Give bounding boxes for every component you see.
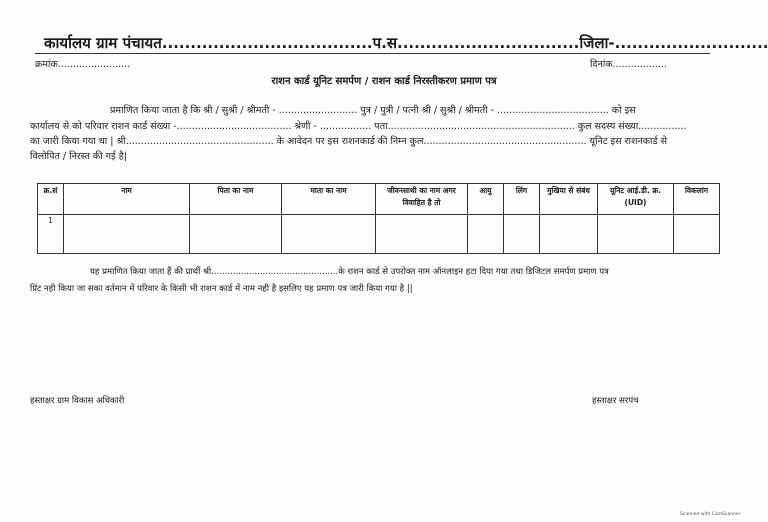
declaration-line-1: यह प्रमाणित किया जाता हैं की प्रार्थी श्री...............................................के राशन कार्ड से उपरोक्त नाम ऑनलाइन हटा दिया गया तथा डिजिटल समर्पण प्रमाण पत्र <box>90 267 609 277</box>
table-cell <box>468 215 504 254</box>
table-cell-serial: 1 <box>38 215 64 254</box>
table-cell <box>674 215 720 254</box>
col-spouse-name-header: जीवनसाथी का नाम अगर विवाहित है तो <box>376 184 468 215</box>
certificate-line-4: विलोपित / निरस्त की गई है| <box>30 151 127 162</box>
col-disabled-header: विकलांग <box>674 184 720 215</box>
scanner-watermark: Scanned with CamScanner <box>680 512 741 517</box>
col-name-header: नाम <box>64 184 190 215</box>
certificate-line-3: का जारी किया गया था | श्री................................................. के आवेदन पर इस राशनकार्ड की निम्न कुल...................................................... यूनिट इस राशनकार्ड से <box>30 136 668 147</box>
certificate-line-1: प्रमाणित किया जाता है कि श्री / सुश्री / श्रीमती - .......................... पुत्र / पुत्री / पत्नी श्री / सुश्री / श्रीमती - ..................................... को इस <box>110 105 636 116</box>
table-cell <box>282 215 376 254</box>
table-cell <box>504 215 540 254</box>
date-field: दिनांक.................. <box>590 59 667 70</box>
col-serial-header: क्र.सं <box>38 184 64 215</box>
table-cell <box>376 215 468 254</box>
serial-number-field: क्रमांक........................ <box>35 59 131 70</box>
signature-sarpanch: हस्ताक्षर सरपंच <box>592 396 639 406</box>
table-header-row <box>38 184 720 215</box>
col-father-name-header: पिता का नाम <box>190 184 282 215</box>
office-heading: कार्यालय ग्राम पंचायत.....................................प.स................................जिला-........................... <box>44 34 768 52</box>
heading-underline <box>35 53 710 54</box>
certificate-line-2: कार्यालय से को परिवार राशन कार्ड संख्या -...................................... श्रेणी - ................. पता.............................................................. कुल सदस्य संख्या................ <box>30 121 687 132</box>
table-cell <box>190 215 282 254</box>
certificate-title: राशन कार्ड यूनिट समर्पण / राशन कार्ड निरस्तीकरण प्रमाण पत्र <box>271 76 497 87</box>
col-mother-name-header: माता का नाम <box>282 184 376 215</box>
declaration-line-2: प्रिंट नही किया जा सका वर्तमान में परिवार के किसी भी राशन कार्ड में नाम नही है इसलिए यह प्रमाण पत्र जारी किया गया है || <box>30 284 413 294</box>
table-cell <box>540 215 598 254</box>
col-gender-header: लिंग <box>504 184 540 215</box>
table-cell <box>598 215 674 254</box>
signature-gram-vikas-adhikari: हस्ताक्षर ग्राम विकास अधिकारी <box>30 396 125 406</box>
col-uid-header: यूनिट आई.डी. क्र.(UID) <box>598 184 674 215</box>
table-row <box>38 215 720 254</box>
units-table <box>37 183 720 254</box>
col-relation-header: मुखिया से संबंध <box>540 184 598 215</box>
col-age-header: आयु <box>468 184 504 215</box>
table-cell <box>64 215 190 254</box>
